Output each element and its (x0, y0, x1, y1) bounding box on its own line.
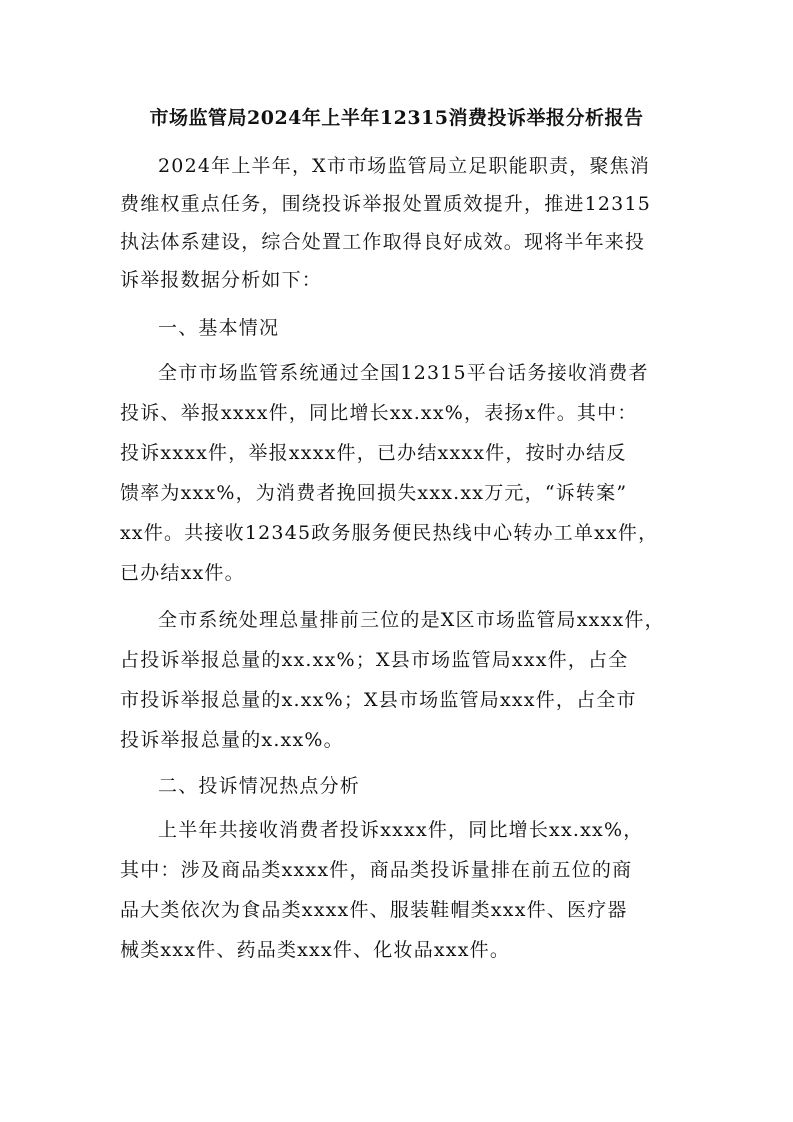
paragraph-line: 费维权重点任务，围绕投诉举报处置质效提升，推进12315 (120, 193, 652, 215)
paragraph-line: 市投诉举报总量的x.xx%；X县市场监管局xxx件，占全市 (120, 689, 637, 711)
document-title: 市场监管局2024年上半年12315消费投诉举报分析报告 (149, 107, 644, 129)
paragraph-line: 投诉xxxx件，举报xxxx件，已办结xxxx件，按时办结反 (120, 442, 627, 464)
section-heading: 一、基本情况 (158, 317, 280, 339)
section-heading: 二、投诉情况热点分析 (158, 775, 361, 797)
paragraph-line: 已办结xx件。 (120, 562, 245, 584)
paragraph-line: 投诉举报总量的x.xx%。 (120, 729, 344, 751)
paragraph-line: 上半年共接收消费者投诉xxxx件，同比增长xx.xx%， (158, 819, 644, 841)
paragraph-line: 械类xxx件、药品类xxx件、化妆品xxx件。 (120, 939, 511, 961)
paragraph-line: 品大类依次为食品类xxxx件、服装鞋帽类xxx件、医疗器 (120, 899, 628, 921)
paragraph-line: 其中：涉及商品类xxxx件，商品类投诉量排在前五位的商 (120, 859, 633, 881)
paragraph-line: 占投诉举报总量的xx.xx%；X县市场监管局xxx件，占全 (120, 649, 629, 671)
paragraph-line: 2024年上半年，X市市场监管局立足职能职责，聚焦消 (158, 155, 651, 177)
paragraph-line: 全市系统处理总量排前三位的是X区市场监管局xxxx件， (158, 609, 665, 631)
paragraph-line: xx件。共接收12345政务服务便民热线中心转办工单xx件， (120, 522, 659, 544)
paragraph-line: 馈率为xxx%，为消费者挽回损失xxx.xx万元，“诉转案” (120, 482, 628, 504)
paragraph-line: 投诉、举报xxxx件，同比增长xx.xx%，表扬x件。其中： (120, 402, 638, 424)
paragraph-line: 全市市场监管系统通过全国12315平台话务接收消费者 (158, 362, 649, 384)
paragraph-line: 执法体系建设，综合处置工作取得良好成效。现将半年来投 (120, 231, 646, 253)
paragraph-line: 诉举报数据分析如下： (120, 269, 323, 291)
